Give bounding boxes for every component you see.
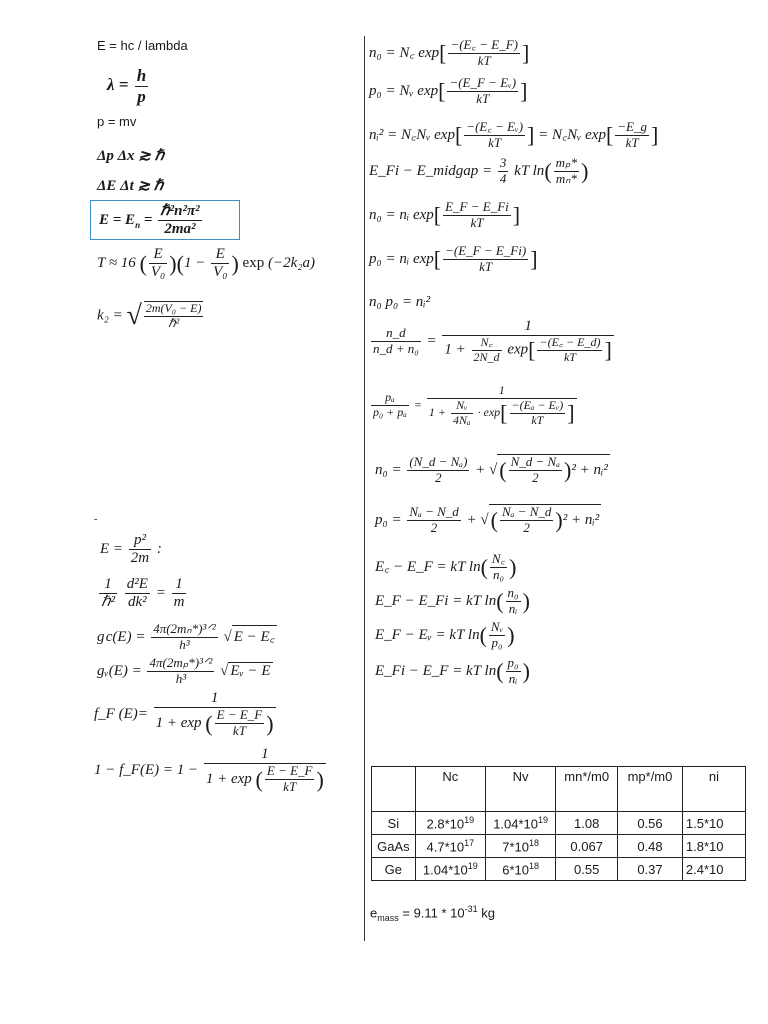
- table-cell: 0.067: [556, 835, 618, 858]
- table-cell: Si: [372, 812, 416, 835]
- donor-ionization-equation: $\frac{n\_d}{\text{n\_d + n₀}}$ = 1 1 + $\frac{N꜀}{2N\_d}$ exp[ $\frac{-(E꜀ - E\_d)}{kT}$ ]: [373, 318, 612, 365]
- effective-mass-equation: $\frac{1}{\text{ℏ²}}$ $\frac{\text{d²E}}{\text{dk²}}$ = $\frac{1}{m}$: [101, 576, 185, 611]
- table-header-row: [372, 767, 746, 812]
- n0-nc-equation: n₀ = N꜀ exp[ $\frac{-(E꜀ - E\_F)}{kT}$ ]: [369, 37, 530, 68]
- table-cell: $1.04*10^{19}$: [415, 858, 485, 881]
- table-header-cell: Nv: [485, 767, 555, 812]
- p0-ni-equation: p₀ = nᵢ exp[ $\frac{-(E\_F - E\_Fi)}{kT}$ ]: [369, 243, 538, 274]
- uncertainty-position: Δp Δx ≳ ℏ: [97, 148, 165, 164]
- table-cell: $2.8*10^{19}$: [415, 812, 485, 835]
- table-row: [372, 858, 746, 881]
- table-cell: 0.55: [556, 858, 618, 881]
- table-cell: 0.37: [618, 858, 683, 881]
- table-cell: $1.04*10^{19}$: [485, 812, 555, 835]
- table-cell: 1.08: [556, 812, 618, 835]
- k2-equation: k₂ = √ $\frac{\text{2m(V₀ − E)}}{\text{ℏ²}}$: [97, 300, 202, 331]
- momentum-text: p = mv: [97, 114, 137, 129]
- hole-occupancy-equation: 1 − f_F(E) = 1 − 1 1 + exp ( $\frac{E - E\_F}{kT}$ ): [94, 746, 324, 795]
- tunneling-equation: T ≈ 16 ( $\frac{E}{\text{V₀}}$ )(1 − $\frac{E}{\text{V₀}}$ ) exp (−2k₂a): [97, 246, 315, 281]
- p0-nv-equation: p₀ = Nᵥ exp[ $\frac{\text{−(E\_F − Eᵥ)}}{kT}$ ]: [369, 75, 528, 106]
- table-cell: 2.4*10: [682, 858, 745, 881]
- material-properties-table: [371, 766, 746, 881]
- table-cell: 0.48: [618, 835, 683, 858]
- conduction-dos-equation: g c(E) = $\frac{\text{4π(2mₙ*)³ᐟ²}}{\text{h³}}$ √ E − E꜀: [97, 621, 275, 652]
- intrinsic-carrier-equation: nᵢ² = N꜀Nᵥ exp[ $\frac{\text{−(E꜀ − Eᵥ)}}{kT}$ ] = N꜀Nᵥ exp[ $\frac{-E\_g}{kT}$ ]: [369, 119, 659, 150]
- free-electron-energy: E = $\frac{\text{p²}}{2m}$ :: [100, 532, 162, 567]
- table-header-cell: Nc: [415, 767, 485, 812]
- n0-ni-equation: n₀ = nᵢ exp[ $\frac{E\_F - E\_Fi}{kT}$ ]: [369, 199, 521, 230]
- photon-energy-text: E = hc / lambda: [97, 38, 188, 53]
- table-cell: $7*10^{18}$: [485, 835, 555, 858]
- table-row: [372, 835, 746, 858]
- uncertainty-time: ΔE Δt ≳ ℏ: [97, 178, 164, 194]
- table-cell: 1.5*10: [682, 812, 745, 835]
- de-broglie-equation: λ = $\frac{h}{p}$: [107, 66, 147, 106]
- table-header-cell: mn*/m0: [556, 767, 618, 812]
- table-cell: Ge: [372, 858, 416, 881]
- mass-action-law: n₀ p₀ = nᵢ²: [369, 294, 431, 310]
- table-cell: GaAs: [372, 835, 416, 858]
- table-cell: 1.8*10: [682, 835, 745, 858]
- efi-ef-log-equation: E_Fi − E_F = kT ln( $\frac{\text{p₀}}{\text{nᵢ}}$ ): [375, 655, 530, 686]
- table-header-cell: mp*/m0: [618, 767, 683, 812]
- table-header-cell: [372, 767, 416, 812]
- n0-compensation-equation: n₀ = $\frac{\text{(N\_d − Nₐ)}}{2}$ + √( $\frac{\text{N\_d − Nₐ}}{2}$ )² + nᵢ²: [375, 454, 608, 485]
- ef-efi-log-equation: E_F − E_Fi = kT ln( $\frac{\text{n₀}}{\text{nᵢ}}$ ): [375, 585, 530, 616]
- table-cell: 0.56: [618, 812, 683, 835]
- ef-ev-log-equation: E_F − Eᵥ = kT ln( $\frac{\text{Nᵥ}}{\text{p₀}}$ ): [375, 619, 515, 650]
- acceptor-ionization-equation: $\frac{\text{pₐ}}{\text{p₀ + pₐ}}$ = 1 1 + $\frac{\text{Nᵥ}}{\text{4Nₐ}}$ · exp[ $\frac{\text{−(Eₐ − Eᵥ)}}{kT}$ ]: [373, 383, 575, 427]
- valence-dos-equation: gᵥ(E) = $\frac{\text{4π(2mₚ*)³ᐟ²}}{\text{h³}}$ √ Eᵥ − E: [97, 655, 271, 686]
- table-cell: $4.7*10^{17}$: [415, 835, 485, 858]
- ec-ef-log-equation: E꜀ − E_F = kT ln( $\frac{N꜀}{\text{n₀}}$ ): [375, 551, 517, 582]
- table-row: [372, 812, 746, 835]
- p0-compensation-equation: p₀ = $\frac{\text{Nₐ − N\_d}}{2}$ + √( $\frac{\text{Nₐ − N\_d}}{2}$ )² + nᵢ²: [375, 504, 600, 535]
- stray-mark: -: [94, 514, 98, 525]
- table-header-cell: ni: [682, 767, 745, 812]
- fermi-dirac-equation: f_F (E)= 1 1 + exp ( $\frac{E - E\_F}{kT}$ ): [94, 690, 274, 739]
- infinite-well-energy-box: $E = E_n$ = $\frac{\text{ℏ²n²π²}}{\text{2ma²}}$: [90, 200, 240, 240]
- intrinsic-fermi-level-equation: E_Fi − E_midgap = $\frac{3}{4}$ kT ln( $\frac{\text{mₚ*}}{\text{mₙ*}}$ ): [369, 155, 589, 186]
- table-cell: $6*10^{18}$: [485, 858, 555, 881]
- electron-mass-note: $e_{mass} = 9.11 * 10^{-31}$ kg: [370, 904, 496, 923]
